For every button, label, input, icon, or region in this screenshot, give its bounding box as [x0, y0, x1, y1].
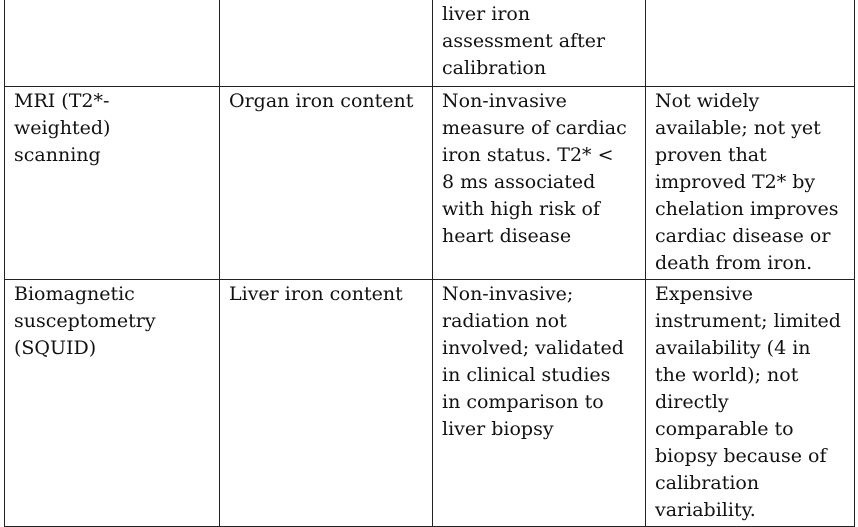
cell-measures: Organ iron content — [220, 87, 433, 280]
table-row — [5, 0, 855, 87]
cell-advantages: liver iron assessment after calibration — [433, 0, 646, 87]
table-row — [5, 280, 855, 527]
cell-disadvantages: Expensive instrument; limited availability (4 in the world); not directly comparable to biopsy because of calibration variability. — [646, 280, 855, 527]
cell-advantages: Non-invasive; radiation not involved; validated in clinical studies in comparison to liver biopsy — [433, 280, 646, 527]
cell-measures — [220, 0, 433, 87]
iron-assessment-table — [4, 0, 855, 527]
cell-disadvantages — [646, 0, 855, 87]
cell-measures: Liver iron content — [220, 280, 433, 527]
table-row — [5, 87, 855, 280]
cell-advantages: Non-invasive measure of cardiac iron status. T2* < 8 ms associated with high risk of heart disease — [433, 87, 646, 280]
cell-disadvantages: Not widely available; not yet proven that improved T2* by chelation improves cardiac disease or death from iron. — [646, 87, 855, 280]
cell-method — [5, 0, 220, 87]
cell-method: MRI (T2*- weighted) scanning — [5, 87, 220, 280]
cell-method: Biomagnetic susceptometry (SQUID) — [5, 280, 220, 527]
